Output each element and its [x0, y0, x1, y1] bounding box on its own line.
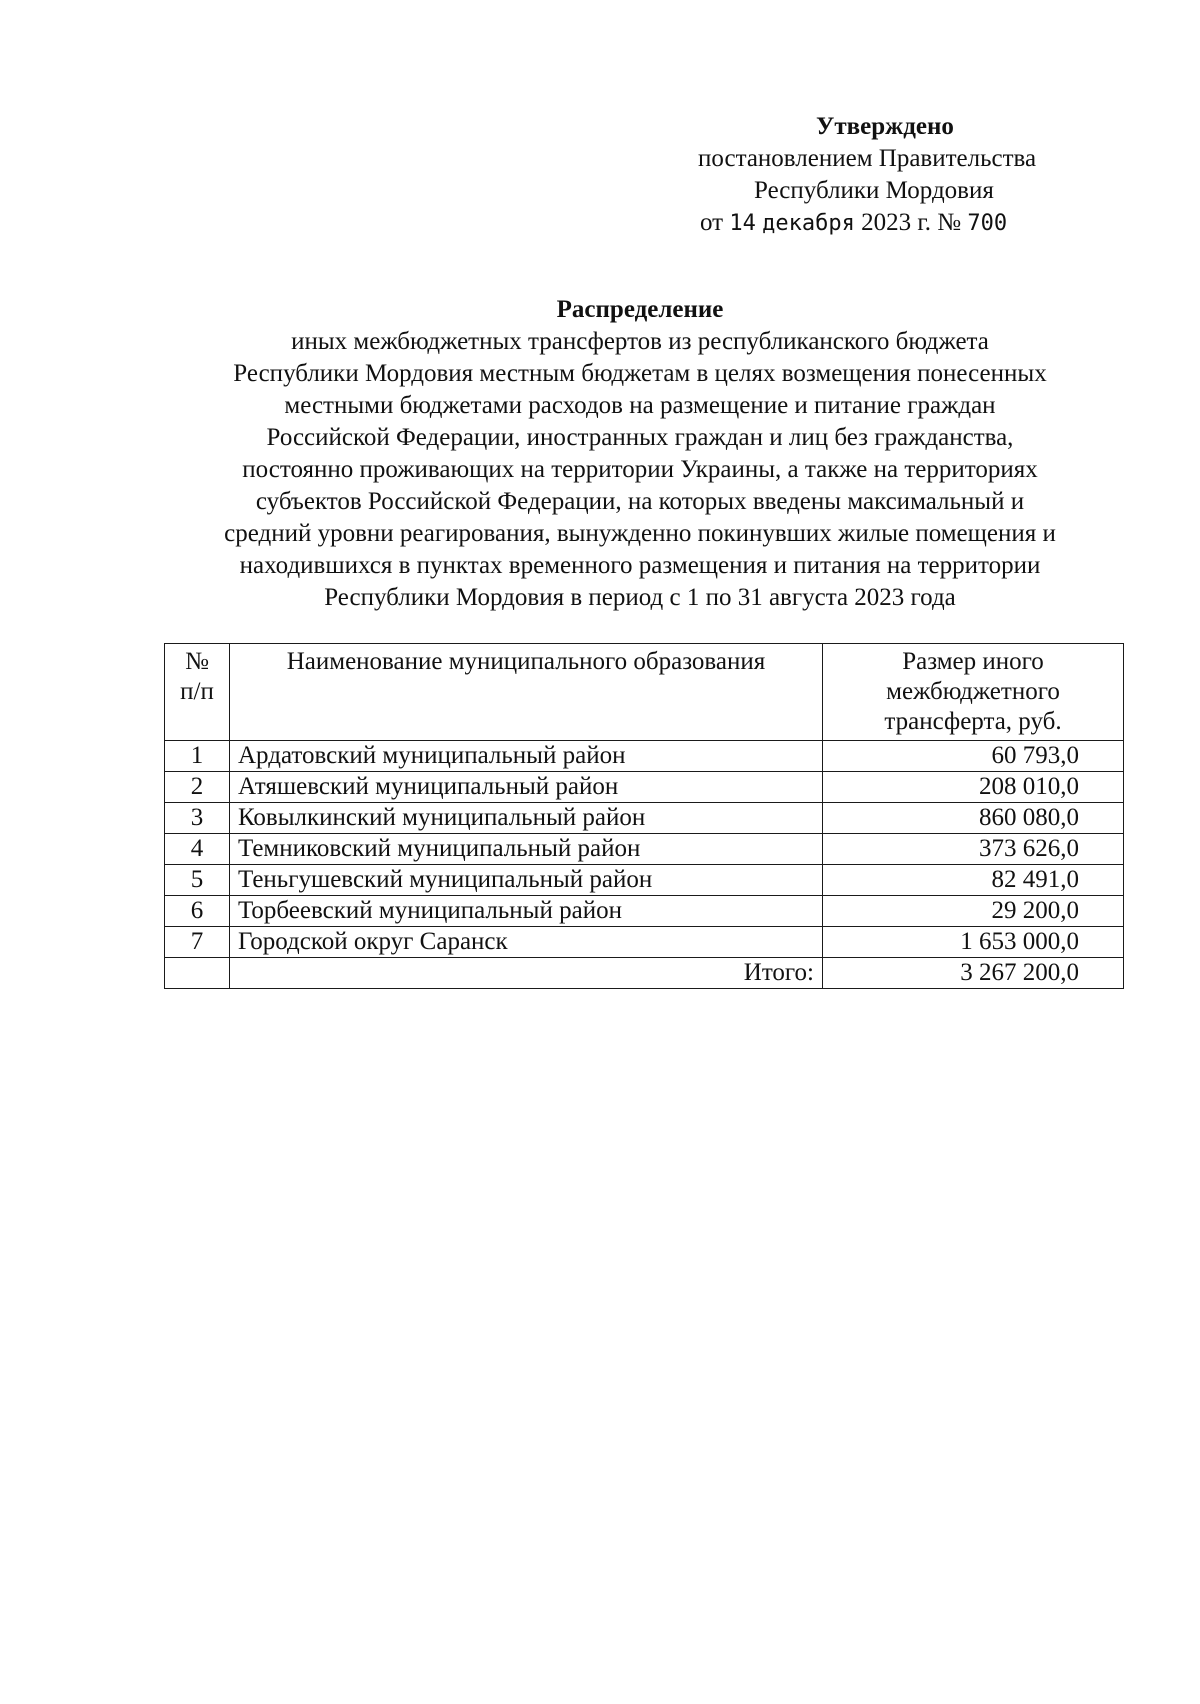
row-number: 4	[165, 834, 230, 865]
header-amount-line3: трансферта, руб.	[884, 708, 1062, 735]
row-municipality: Ардатовский муниципальный район	[230, 741, 823, 772]
row-number: 3	[165, 803, 230, 834]
date-year-number-label: 2023 г. №	[861, 209, 962, 236]
header-number-line2: п/п	[180, 678, 214, 705]
total-label: Итого:	[230, 958, 823, 989]
header-amount	[823, 644, 1124, 741]
row-number: 7	[165, 927, 230, 958]
header-number-line1: №	[185, 648, 209, 675]
approval-title: Утверждено	[816, 113, 954, 140]
row-municipality: Ковылкинский муниципальный район	[230, 803, 823, 834]
approval-authority: постановлением Правительства	[698, 145, 1037, 172]
row-amount: 60 793,0	[823, 741, 1124, 772]
heading-line: субъектов Российской Федерации, на которых введены максимальный и	[255, 488, 1025, 515]
table-row	[165, 834, 1124, 865]
heading-line: Республики Мордовия в период с 1 по 31 августа 2023 года	[324, 584, 956, 611]
table-row	[165, 896, 1124, 927]
row-municipality: Атяшевский муниципальный район	[230, 772, 823, 803]
document-heading	[160, 294, 1120, 614]
heading-line: местными бюджетами расходов на размещение и питание граждан	[284, 392, 996, 419]
approval-date-line	[690, 207, 1110, 240]
heading-line: средний уровни реагирования, вынужденно покинувших жилые помещения и	[224, 520, 1056, 547]
row-amount: 1 653 000,0	[823, 927, 1124, 958]
row-municipality: Темниковский муниципальный район	[230, 834, 823, 865]
heading-line: иных межбюджетных трансфертов из республиканского бюджета	[291, 328, 989, 355]
header-amount-line2: межбюджетного	[886, 678, 1060, 705]
table-total-row	[165, 958, 1124, 989]
header-amount-line1: Размер иного	[902, 648, 1044, 675]
row-municipality: Теньгушевский муниципальный район	[230, 865, 823, 896]
table-row	[165, 927, 1124, 958]
row-amount: 29 200,0	[823, 896, 1124, 927]
approval-republic: Республики Мордовия	[754, 177, 994, 204]
heading-title: Распределение	[556, 296, 724, 323]
distribution-table	[164, 643, 1124, 989]
heading-line: постоянно проживающих на территории Украины, а также на территориях	[242, 456, 1038, 483]
table-row	[165, 741, 1124, 772]
heading-line: Российской Федерации, иностранных граждан и лиц без гражданства,	[266, 424, 1014, 451]
heading-description	[160, 326, 1120, 614]
header-municipality: Наименование муниципального образования	[230, 644, 823, 741]
header-number	[165, 644, 230, 741]
row-amount: 82 491,0	[823, 865, 1124, 896]
table-header-row	[165, 644, 1124, 741]
row-number: 2	[165, 772, 230, 803]
row-number: 5	[165, 865, 230, 896]
table-row	[165, 865, 1124, 896]
row-number: 6	[165, 896, 230, 927]
row-amount: 860 080,0	[823, 803, 1124, 834]
heading-line: находившихся в пунктах временного размещения и питания на территории	[239, 552, 1041, 579]
date-prefix: от	[700, 209, 724, 236]
heading-line: Республики Мордовия местным бюджетам в целях возмещения понесенных	[233, 360, 1047, 387]
table-row	[165, 772, 1124, 803]
decree-number: 700	[967, 211, 1008, 236]
approval-block	[690, 111, 1110, 240]
row-amount: 373 626,0	[823, 834, 1124, 865]
table-row	[165, 803, 1124, 834]
date-month: декабря	[762, 211, 855, 236]
total-number-empty	[165, 958, 230, 989]
date-day: 14	[729, 211, 756, 236]
total-amount: 3 267 200,0	[823, 958, 1124, 989]
row-municipality: Городской округ Саранск	[230, 927, 823, 958]
row-number: 1	[165, 741, 230, 772]
row-amount: 208 010,0	[823, 772, 1124, 803]
row-municipality: Торбеевский муниципальный район	[230, 896, 823, 927]
